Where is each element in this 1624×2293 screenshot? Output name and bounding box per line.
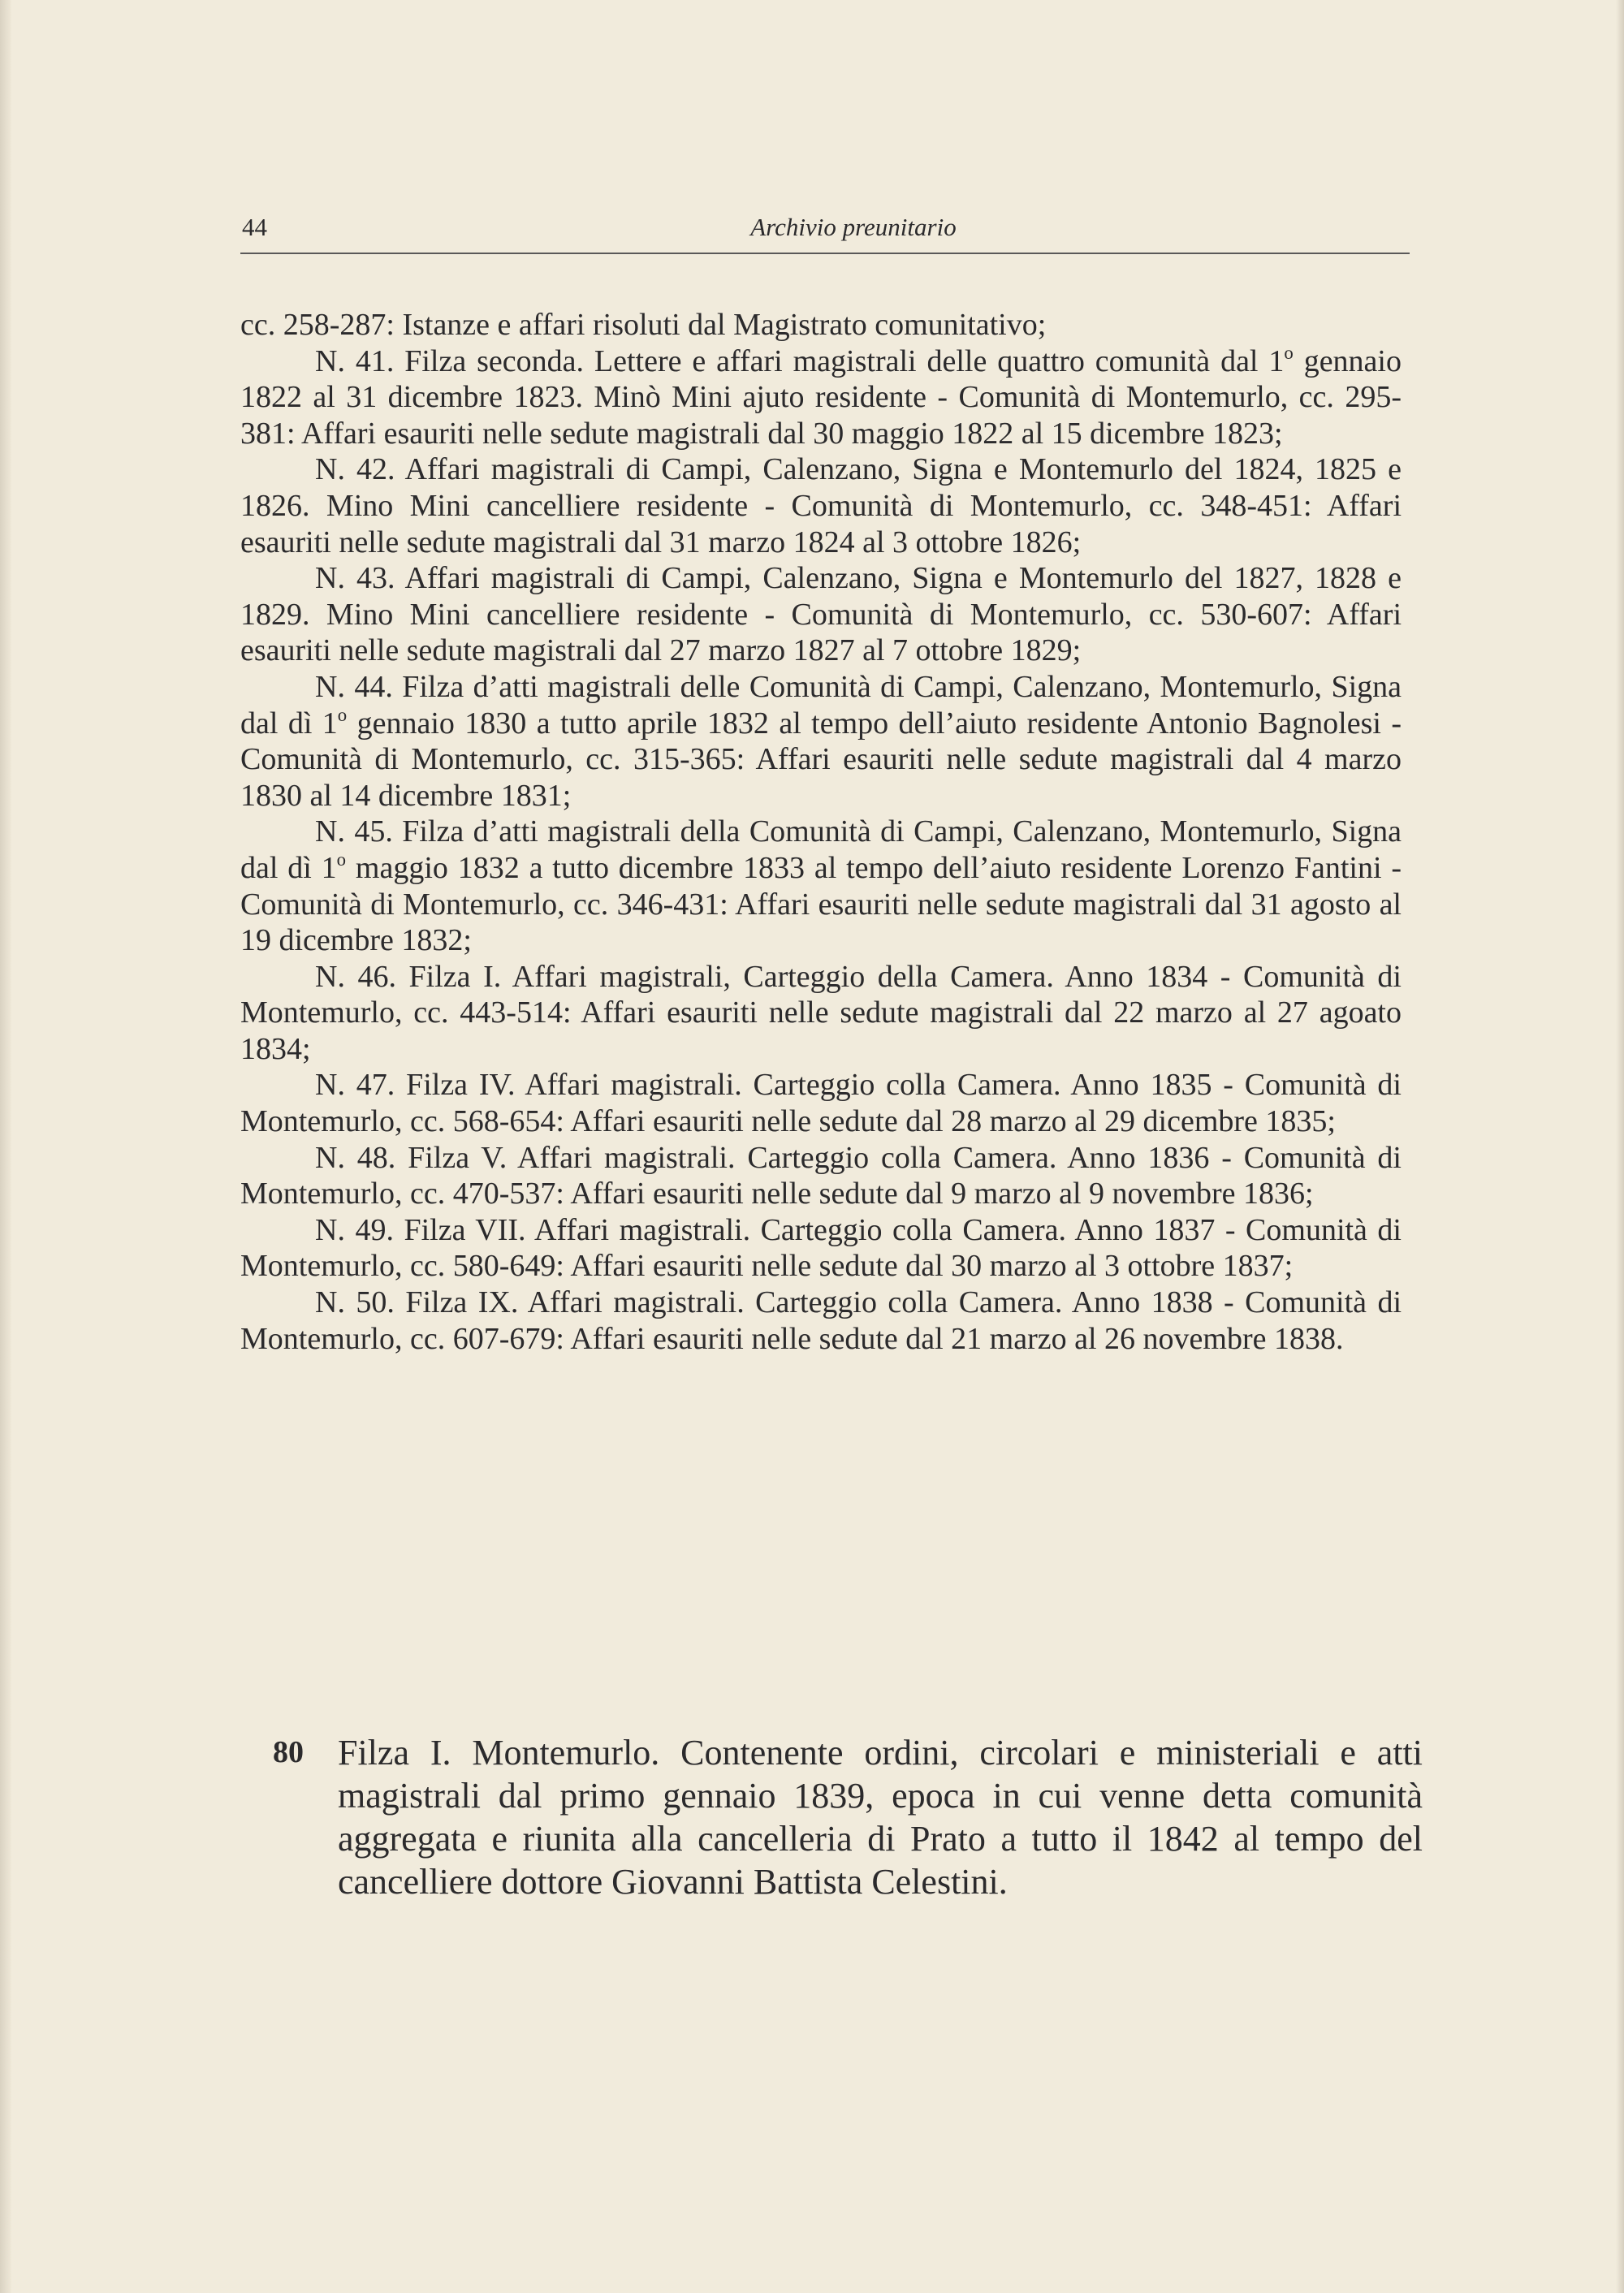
running-title: Archivio preunitario (750, 213, 957, 241)
entry-n50: N. 50. Filza IX. Affari magistrali. Carteggio colla Camera. Anno 1838 - Comunità di Montemurlo, cc. 607-679: Affari esauriti nelle sedute dal 21 marzo al 26 novembre 1838. (240, 1285, 1402, 1356)
entry-continuation: cc. 258-287: Istanze e affari risoluti dal Magistrato comunitativo; (240, 308, 1047, 342)
item-number: 80 (273, 1735, 304, 1769)
entry-text: gennaio 1822 al 31 dicembre 1823. Minò Mini ajuto residente - Comunità di Montemurlo, cc. 295-381: Affari esauriti nelle sedute magistrali dal 30 maggio 1822 al 15 dicembre 1823; (240, 343, 1402, 451)
entry-n43: N. 43. Affari magistrali di Campi, Calenzano, Signa e Montemurlo del 1827, 1828 e 1829. Mino Mini cancelliere residente - Comunità di Montemurlo, cc. 530-607: Affari esauriti nelle sedute magistrali dal 27 marzo 1827 al 7 ottobre 1829; (240, 561, 1402, 668)
entries-list (240, 307, 1402, 1357)
superscript: o (337, 704, 348, 725)
entry-n46: N. 46. Filza I. Affari magistrali, Carteggio della Camera. Anno 1834 - Comunità di Montemurlo, cc. 443-514: Affari esauriti nelle sedute magistrali dal 22 marzo al 27 agoato 1834; (240, 959, 1402, 1066)
entry-text: N. 44. Filza d’atti magistrali delle Comunità di Campi, Calenzano, Montemurlo, Signa dal dì 1 (240, 669, 1402, 741)
page-right-edge (1616, 0, 1624, 2293)
page-number: 44 (242, 213, 267, 241)
item-description: Filza I. Montemurlo. Contenente ordini, circolari e ministeriali e atti magistrali dal primo gennaio 1839, epoca in cui venne detta comunità aggregata e riunita alla cancelleria di Prato a tutto il 1842 al tempo del cancelliere dottore Giovanni Battista Celestini. (338, 1733, 1423, 1902)
entry-n47: N. 47. Filza IV. Affari magistrali. Carteggio colla Camera. Anno 1835 - Comunità di Montemurlo, cc. 568-654: Affari esauriti nelle sedute dal 28 marzo al 29 dicembre 1835; (240, 1068, 1402, 1139)
entry-text: N. 41. Filza seconda. Lettere e affari magistrali delle quattro comunità dal 1 (315, 343, 1285, 378)
header-rule (240, 253, 1410, 254)
entry-n42: N. 42. Affari magistrali di Campi, Calenzano, Signa e Montemurlo del 1824, 1825 e 1826. Mino Mini cancelliere residente - Comunità di Montemurlo, cc. 348-451: Affari esauriti nelle sedute magistrali dal 31 marzo 1824 al 3 ottobre 1826; (240, 452, 1402, 559)
entry-n44 (240, 669, 1402, 814)
entry-text: N. 45. Filza d’atti magistrali della Comunità di Campi, Calenzano, Montemurlo, Signa dal dì 1 (240, 814, 1402, 885)
entry-n41 (240, 343, 1402, 452)
entry-n49: N. 49. Filza VII. Affari magistrali. Carteggio colla Camera. Anno 1837 - Comunità di Montemurlo, cc. 580-649: Affari esauriti nelle sedute dal 30 marzo al 3 ottobre 1837; (240, 1212, 1402, 1284)
entry-text: maggio 1832 a tutto dicembre 1833 al tempo dell’aiuto residente Lorenzo Fantini - Comunità di Montemurlo, cc. 346-431: Affari esauriti nelle sedute magistrali dal 31 agosto al 19 dicembre 1832; (240, 850, 1402, 958)
running-header (240, 213, 1410, 253)
page-binding-edge (0, 0, 11, 2293)
superscript: o (1284, 342, 1294, 363)
entry-n45 (240, 814, 1402, 958)
entry-n48: N. 48. Filza V. Affari magistrali. Carteggio colla Camera. Anno 1836 - Comunità di Montemurlo, cc. 470-537: Affari esauriti nelle sedute dal 9 marzo al 9 novembre 1836; (240, 1140, 1402, 1211)
entry-text: gennaio 1830 a tutto aprile 1832 al tempo dell’aiuto residente Antonio Bagnolesi - Comunità di Montemurlo, cc. 315-365: Affari esauriti nelle sedute magistrali dal 4 marzo 1830 al 14 dicembre 1831; (240, 706, 1402, 813)
superscript: o (336, 849, 347, 870)
